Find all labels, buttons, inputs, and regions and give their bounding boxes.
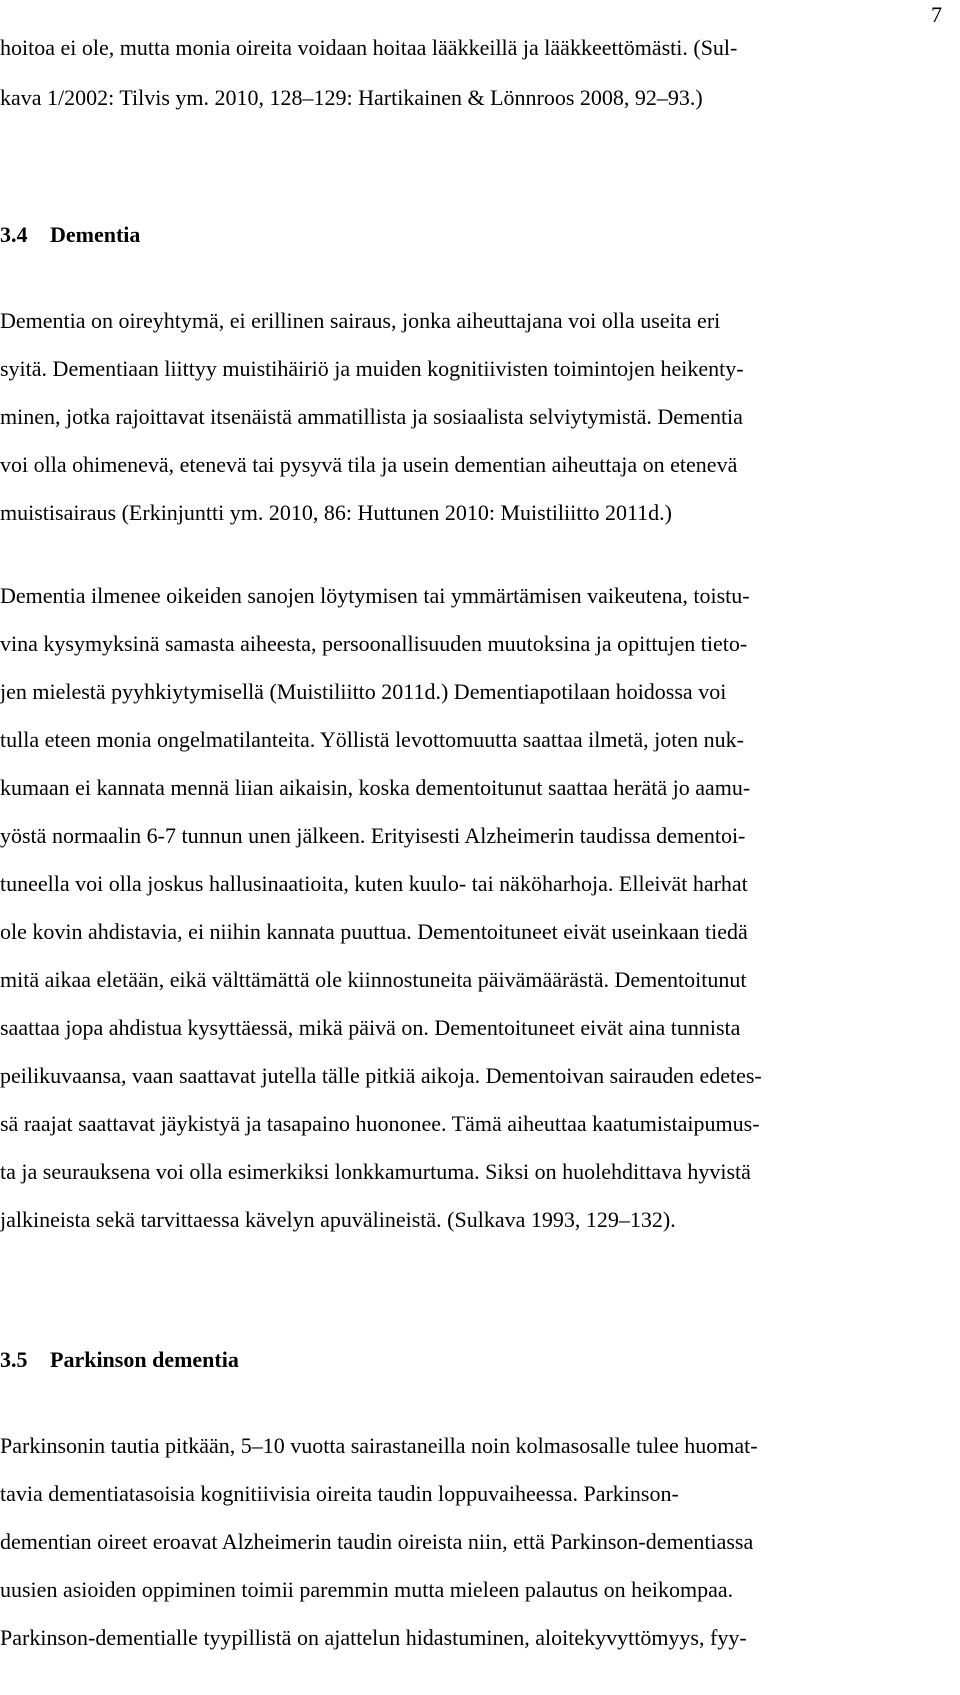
text-line: uusien asioiden oppiminen toimii paremmin mutta mieleen palautus on heikompaa. [0, 1577, 734, 1602]
text-line: Dementia ilmenee oikeiden sanojen löytymisen tai ymmärtämisen vaikeutena, toistu- [0, 583, 750, 608]
section-heading-3-4 [0, 222, 140, 248]
text-line: mitä aikaa eletään, eikä välttämättä ole kiinnostuneita päivämäärästä. Dementoitunut [0, 967, 747, 992]
text-line: Dementia on oireyhtymä, ei erillinen sairaus, jonka aiheuttajana voi olla useita eri [0, 308, 721, 333]
page-number: 7 [931, 2, 942, 27]
section-title: Parkinson dementia [50, 1347, 239, 1372]
text-line: sä raajat saattavat jäykistyä ja tasapaino huononee. Tämä aiheuttaa kaatumistaipumus- [0, 1111, 760, 1136]
text-line: saattaa jopa ahdistua kysyttäessä, mikä päivä on. Dementoituneet eivät aina tunnista [0, 1015, 741, 1040]
text-line: jalkineista sekä tarvittaessa kävelyn apuvälineistä. (Sulkava 1993, 129‒132). [0, 1207, 676, 1232]
text-line: jen mielestä pyyhkiytymisellä (Muistiliitto 2011d.) Dementiapotilaan hoidossa voi [0, 679, 727, 704]
text-line: Parkinsonin tautia pitkään, 5‒10 vuotta sairastaneilla noin kolmasosalle tulee huomat- [0, 1433, 758, 1458]
text-line: Parkinson-dementialle tyypillistä on ajattelun hidastuminen, aloitekyvyttömyys, fyy- [0, 1625, 747, 1650]
text-line: kava 1/2002: Tilvis ym. 2010, 128‒129: Hartikainen & Lönnroos 2008, 92‒93.) [0, 85, 703, 110]
text-line: yöstä normaalin 6-7 tunnun unen jälkeen. Erityisesti Alzheimerin taudissa dementoi- [0, 823, 746, 848]
text-line: dementian oireet eroavat Alzheimerin taudin oireista niin, että Parkinson-dementiassa [0, 1529, 754, 1554]
section-heading-3-5 [0, 1347, 239, 1373]
text-line: muistisairaus (Erkinjuntti ym. 2010, 86: Huttunen 2010: Muistiliitto 2011d.) [0, 500, 672, 525]
text-line: kumaan ei kannata mennä liian aikaisin, koska dementoitunut saattaa herätä jo aamu- [0, 775, 751, 800]
text-line: syitä. Dementiaan liittyy muistihäiriö ja muiden kognitiivisten toimintojen heikenty- [0, 356, 744, 381]
section-number: 3.4 [0, 222, 28, 247]
text-line: vina kysymyksinä samasta aiheesta, persoonallisuuden muutoksina ja opittujen tieto- [0, 631, 748, 656]
text-line: hoitoa ei ole, mutta monia oireita voidaan hoitaa lääkkeillä ja lääkkeettömästi. (Sul- [0, 35, 738, 60]
text-line: peilikuvaansa, vaan saattavat jutella tälle pitkiä aikoja. Dementoivan sairauden edetes- [0, 1063, 762, 1088]
text-line: voi olla ohimenevä, etenevä tai pysyvä tila ja usein dementian aiheuttaja on etenevä [0, 452, 738, 477]
text-line: ole kovin ahdistavia, ei niihin kannata puuttua. Dementoituneet eivät useinkaan tiedä [0, 919, 748, 944]
text-line: tuneella voi olla joskus hallusinaatioita, kuten kuulo- tai näköharhoja. Elleivät harhat [0, 871, 748, 896]
section-number: 3.5 [0, 1347, 28, 1372]
text-line: tulla eteen monia ongelmatilanteita. Yöllistä levottomuutta saattaa ilmetä, joten nuk- [0, 727, 744, 752]
text-line: tavia dementiatasoisia kognitiivisia oireita taudin loppuvaiheessa. Parkinson- [0, 1481, 679, 1506]
text-line: ta ja seurauksena voi olla esimerkiksi lonkkamurtuma. Siksi on huolehdittava hyvistä [0, 1159, 751, 1184]
text-line: minen, jotka rajoittavat itsenäistä ammatillista ja sosiaalista selviytymistä. Dementia [0, 404, 743, 429]
section-title: Dementia [50, 222, 141, 247]
